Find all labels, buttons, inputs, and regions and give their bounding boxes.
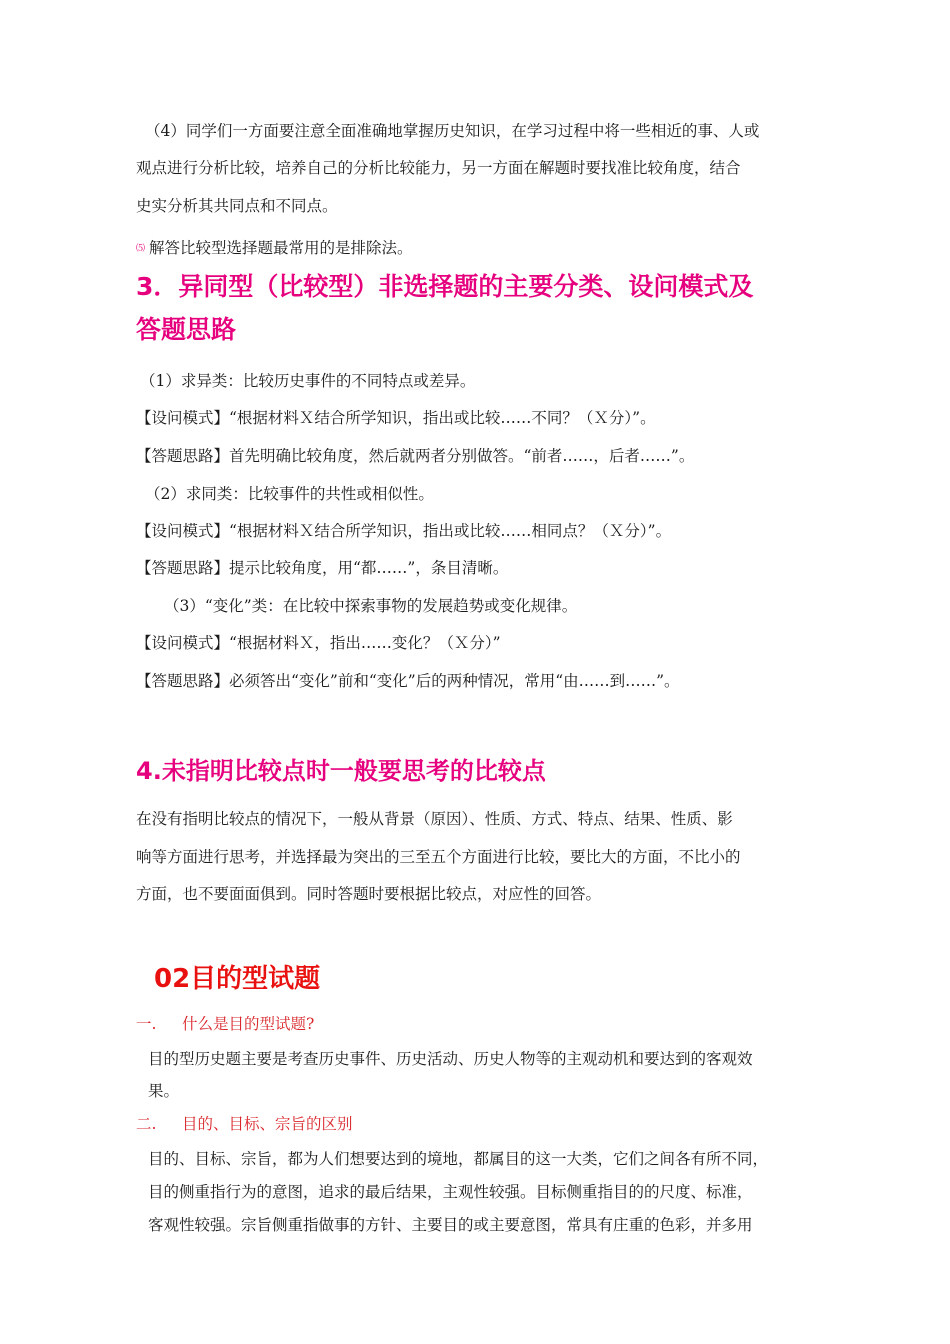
subheading-title: 目的、目标、宗旨的区别 xyxy=(182,1115,353,1133)
paragraph-line: 史实分析其共同点和不同点。 xyxy=(136,197,338,215)
paragraph-line: 果。 xyxy=(148,1082,180,1100)
paragraph-line: （4）同学们一方面要注意全面准确地掌握历史知识，在学习过程中将一些相近的事、人或 xyxy=(145,122,760,140)
paragraph-line: 方面，也不要面面俱到。同时答题时要根据比较点，对应性的回答。 xyxy=(136,885,602,903)
paragraph-line: 目的型历史题主要是考查历史事件、历史活动、历史人物等的主观动机和要达到的客观效 xyxy=(148,1050,753,1068)
item-marker: ⑸ xyxy=(136,244,146,254)
paragraph-line: 【答题思路】首先明确比较角度，然后就两者分别做答。“前者……，后者……”。 xyxy=(136,447,695,465)
paragraph-line: 观点进行分析比较，培养自己的分析比较能力，另一方面在解题时要找准比较角度，结合 xyxy=(136,159,741,177)
paragraph-line: 【设问模式】“根据材料Ｘ结合所学知识，指出或比较……不同？（Ｘ分）”。 xyxy=(136,409,656,427)
paragraph-line: 客观性较强。宗旨侧重指做事的方针、主要目的或主要意图，常具有庄重的色彩，并多用 xyxy=(148,1216,753,1234)
section-heading: 3．异同型（比较型）非选择题的主要分类、设问模式及 xyxy=(136,272,754,301)
chapter-heading: 02目的型试题 xyxy=(154,964,321,994)
paragraph-text: 解答比较型选择题最常用的是排除法。 xyxy=(149,239,413,257)
subheading xyxy=(136,1113,353,1135)
paragraph-line: （1）求异类：比较历史事件的不同特点或差异。 xyxy=(140,372,476,390)
paragraph-line: 在没有指明比较点的情况下，一般从背景（原因）、性质、方式、特点、结果、性质、影 xyxy=(136,810,733,828)
section-heading: 4.未指明比较点时一般要思考的比较点 xyxy=(136,757,546,785)
subheading-number: 二. xyxy=(136,1115,157,1133)
subheading xyxy=(136,1013,314,1035)
subheading-title: 什么是目的型试题? xyxy=(182,1015,315,1033)
paragraph-line: （3）“变化”类：在比较中探索事物的发展趋势或变化规律。 xyxy=(164,597,578,615)
paragraph-line: （2）求同类：比较事件的共性或相似性。 xyxy=(145,485,434,503)
paragraph-line: 【设问模式】“根据材料Ｘ，指出……变化？（Ｘ分）” xyxy=(136,634,501,652)
paragraph-line: 响等方面进行思考，并选择最为突出的三至五个方面进行比较，要比大的方面，不比小的 xyxy=(136,848,741,866)
paragraph-line: 目的侧重指行为的意图，追求的最后结果，主观性较强。目标侧重指目的的尺度、标准， xyxy=(148,1183,753,1201)
paragraph-line: 【答题思路】提示比较角度，用“都……”，条目清晰。 xyxy=(136,559,509,577)
paragraph-line: 【答题思路】必须答出“变化”前和“变化”后的两种情况，常用“由……到……”。 xyxy=(136,672,680,690)
paragraph-line xyxy=(136,237,413,260)
paragraph-line: 【设问模式】“根据材料Ｘ结合所学知识，指出或比较……相同点？（Ｘ分）”。 xyxy=(136,522,672,540)
subheading-number: 一. xyxy=(136,1015,157,1033)
section-heading: 答题思路 xyxy=(136,315,237,344)
paragraph-line: 目的、目标、宗旨，都为人们想要达到的境地，都属目的这一大类，它们之间各有所不同， xyxy=(148,1150,769,1168)
